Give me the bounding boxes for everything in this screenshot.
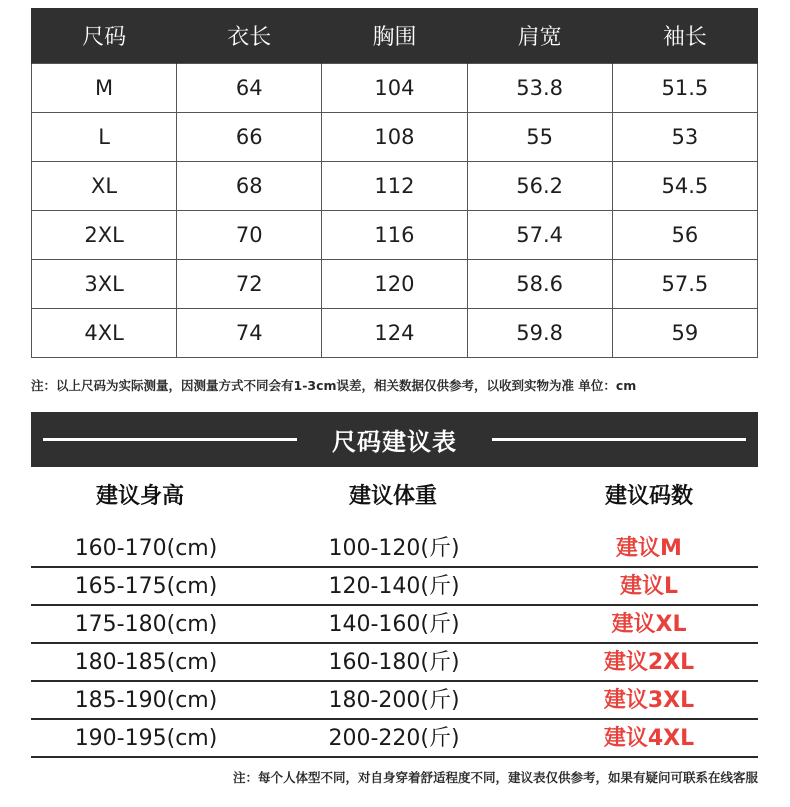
fit-note: 注：每个人体型不同，对自身穿着舒适程度不同，建议表仅供参考，如果有疑问可联系在线客服 [232,770,758,785]
list-item [31,720,758,758]
banner-divider-left [43,438,297,441]
cell-size: 4XL [32,308,177,357]
banner-title: 尺码建议表 [332,428,457,456]
cell-sleeve: 51.5 [612,63,757,112]
table-row [32,63,758,112]
recommendation-list [31,530,758,758]
cell-shoulder: 55 [467,112,612,161]
cell-length: 64 [177,63,322,112]
banner-divider-right [492,438,746,441]
rec-weight: 180-200(斤) [328,688,460,713]
cell-length: 66 [177,112,322,161]
cell-length: 72 [177,259,322,308]
rec-height: 190-195(cm) [74,726,218,751]
cell-length: 74 [177,308,322,357]
table-row [32,112,758,161]
rec-height: 160-170(cm) [74,536,218,561]
cell-sleeve: 56 [612,210,757,259]
rec-weight: 160-180(斤) [328,650,460,675]
cell-chest: 104 [322,63,467,112]
cell-shoulder: 58.6 [467,259,612,308]
cell-sleeve: 59 [612,308,757,357]
list-item [31,606,758,644]
rec-size: 建议2XL [603,650,695,675]
rec-header-height: 建议身高 [95,484,184,509]
rec-size: 建议4XL [603,726,695,751]
measurement-note: 注：以上尺码为实际测量，因测量方式不同会有1-3cm误差，相关数据仅供参考，以收到实物为准 单位：cm [31,378,637,393]
header-size: 尺码 [32,8,177,63]
rec-header-size: 建议码数 [604,484,693,509]
rec-height: 165-175(cm) [74,574,218,599]
cell-sleeve: 57.5 [612,259,757,308]
cell-sleeve: 54.5 [612,161,757,210]
cell-size: 2XL [32,210,177,259]
cell-shoulder: 53.8 [467,63,612,112]
cell-chest: 112 [322,161,467,210]
rec-size: 建议XL [611,612,687,637]
rec-size: 建议3XL [603,688,695,713]
rec-weight: 200-220(斤) [328,726,460,751]
cell-sleeve: 53 [612,112,757,161]
cell-size: 3XL [32,259,177,308]
rec-height: 180-185(cm) [74,650,218,675]
header-sleeve: 袖长 [612,8,757,63]
rec-header-weight: 建议体重 [348,484,437,509]
table-row [32,210,758,259]
table-row [32,161,758,210]
cell-length: 68 [177,161,322,210]
rec-weight: 100-120(斤) [328,536,460,561]
cell-chest: 116 [322,210,467,259]
cell-chest: 120 [322,259,467,308]
cell-chest: 124 [322,308,467,357]
cell-length: 70 [177,210,322,259]
size-chart-table [31,8,758,358]
size-chart-header-row [32,8,758,63]
rec-size: 建议M [616,536,682,561]
rec-weight: 140-160(斤) [328,612,460,637]
list-item [31,530,758,568]
header-shoulder: 肩宽 [467,8,612,63]
table-row [32,308,758,357]
list-item [31,682,758,720]
table-row [32,259,758,308]
rec-weight: 120-140(斤) [328,574,460,599]
cell-size: L [32,112,177,161]
rec-height: 185-190(cm) [74,688,218,713]
header-chest: 胸围 [322,8,467,63]
rec-height: 175-180(cm) [74,612,218,637]
rec-size: 建议L [619,574,679,599]
cell-size: M [32,63,177,112]
cell-shoulder: 56.2 [467,161,612,210]
cell-shoulder: 59.8 [467,308,612,357]
recommendation-banner [31,412,758,467]
list-item [31,644,758,682]
cell-size: XL [32,161,177,210]
cell-chest: 108 [322,112,467,161]
cell-shoulder: 57.4 [467,210,612,259]
list-item [31,568,758,606]
header-length: 衣长 [177,8,322,63]
